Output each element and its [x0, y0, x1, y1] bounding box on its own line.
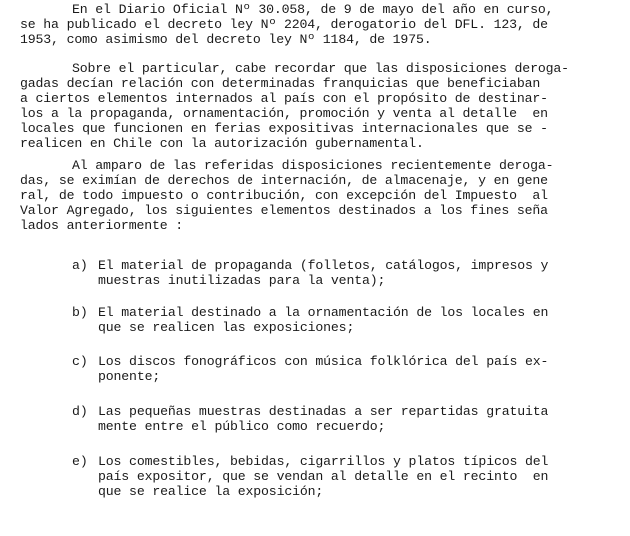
list-item-line: país expositor, que se vendan al detalle en el recinto en — [98, 469, 549, 484]
list-item-line: que se realicen las exposiciones; — [98, 320, 355, 335]
paragraph-2-line: realicen en Chile con la autorización gubernamental. — [20, 136, 424, 151]
paragraph-2-line: los a la propaganda, ornamentación, promoción y venta al detalle en — [20, 106, 548, 121]
list-item-label: e) — [72, 454, 88, 469]
paragraph-3-line: Valor Agregado, los siguientes elementos destinados a los fines seña — [20, 203, 548, 218]
paragraph-2-line: Sobre el particular, cabe recordar que las disposiciones deroga- — [72, 61, 569, 76]
paragraph-3-line: das, se eximían de derechos de internación, de almacenaje, y en gene — [20, 173, 548, 188]
list-item-line: que se realice la exposición; — [98, 484, 324, 499]
paragraph-2-line: gadas decían relación con determinadas franquicias que beneficiaban — [20, 76, 541, 91]
paragraph-3-line: Al amparo de las referidas disposiciones recientemente deroga- — [72, 158, 554, 173]
list-item-label: d) — [72, 404, 88, 419]
list-item-line: El material destinado a la ornamentación de los locales en — [98, 305, 549, 320]
paragraph-1-line: se ha publicado el decreto ley Nº 2204, derogatorio del DFL. 123, de — [20, 17, 548, 32]
list-item-line: Las pequeñas muestras destinadas a ser repartidas gratuita — [98, 404, 549, 419]
list-item-line: ponente; — [98, 369, 161, 384]
list-item-line: Los discos fonográficos con música folklórica del país ex- — [98, 354, 549, 369]
list-item-line: muestras inutilizadas para la venta); — [98, 273, 386, 288]
list-item-line: El material de propaganda (folletos, catálogos, impresos y — [98, 258, 549, 273]
list-item-label: b) — [72, 305, 88, 320]
list-item-line: Los comestibles, bebidas, cigarrillos y platos típicos del — [98, 454, 549, 469]
paragraph-1-line: 1953, como asimismo del decreto ley Nº 1184, de 1975. — [20, 32, 432, 47]
paragraph-1-line: En el Diario Oficial Nº 30.058, de 9 de mayo del año en curso, — [72, 2, 554, 17]
list-item-label: c) — [72, 354, 88, 369]
list-item-label: a) — [72, 258, 88, 273]
paragraph-3-line: lados anteriormente : — [20, 218, 184, 233]
paragraph-2-line: a ciertos elementos internados al país con el propósito de destinar- — [20, 91, 548, 106]
paragraph-2-line: locales que funcionen en ferias expositivas internacionales que se - — [20, 121, 548, 136]
paragraph-3-line: ral, de todo impuesto o contribución, con excepción del Impuesto al — [20, 188, 548, 203]
list-item-line: mente entre el público como recuerdo; — [98, 419, 386, 434]
